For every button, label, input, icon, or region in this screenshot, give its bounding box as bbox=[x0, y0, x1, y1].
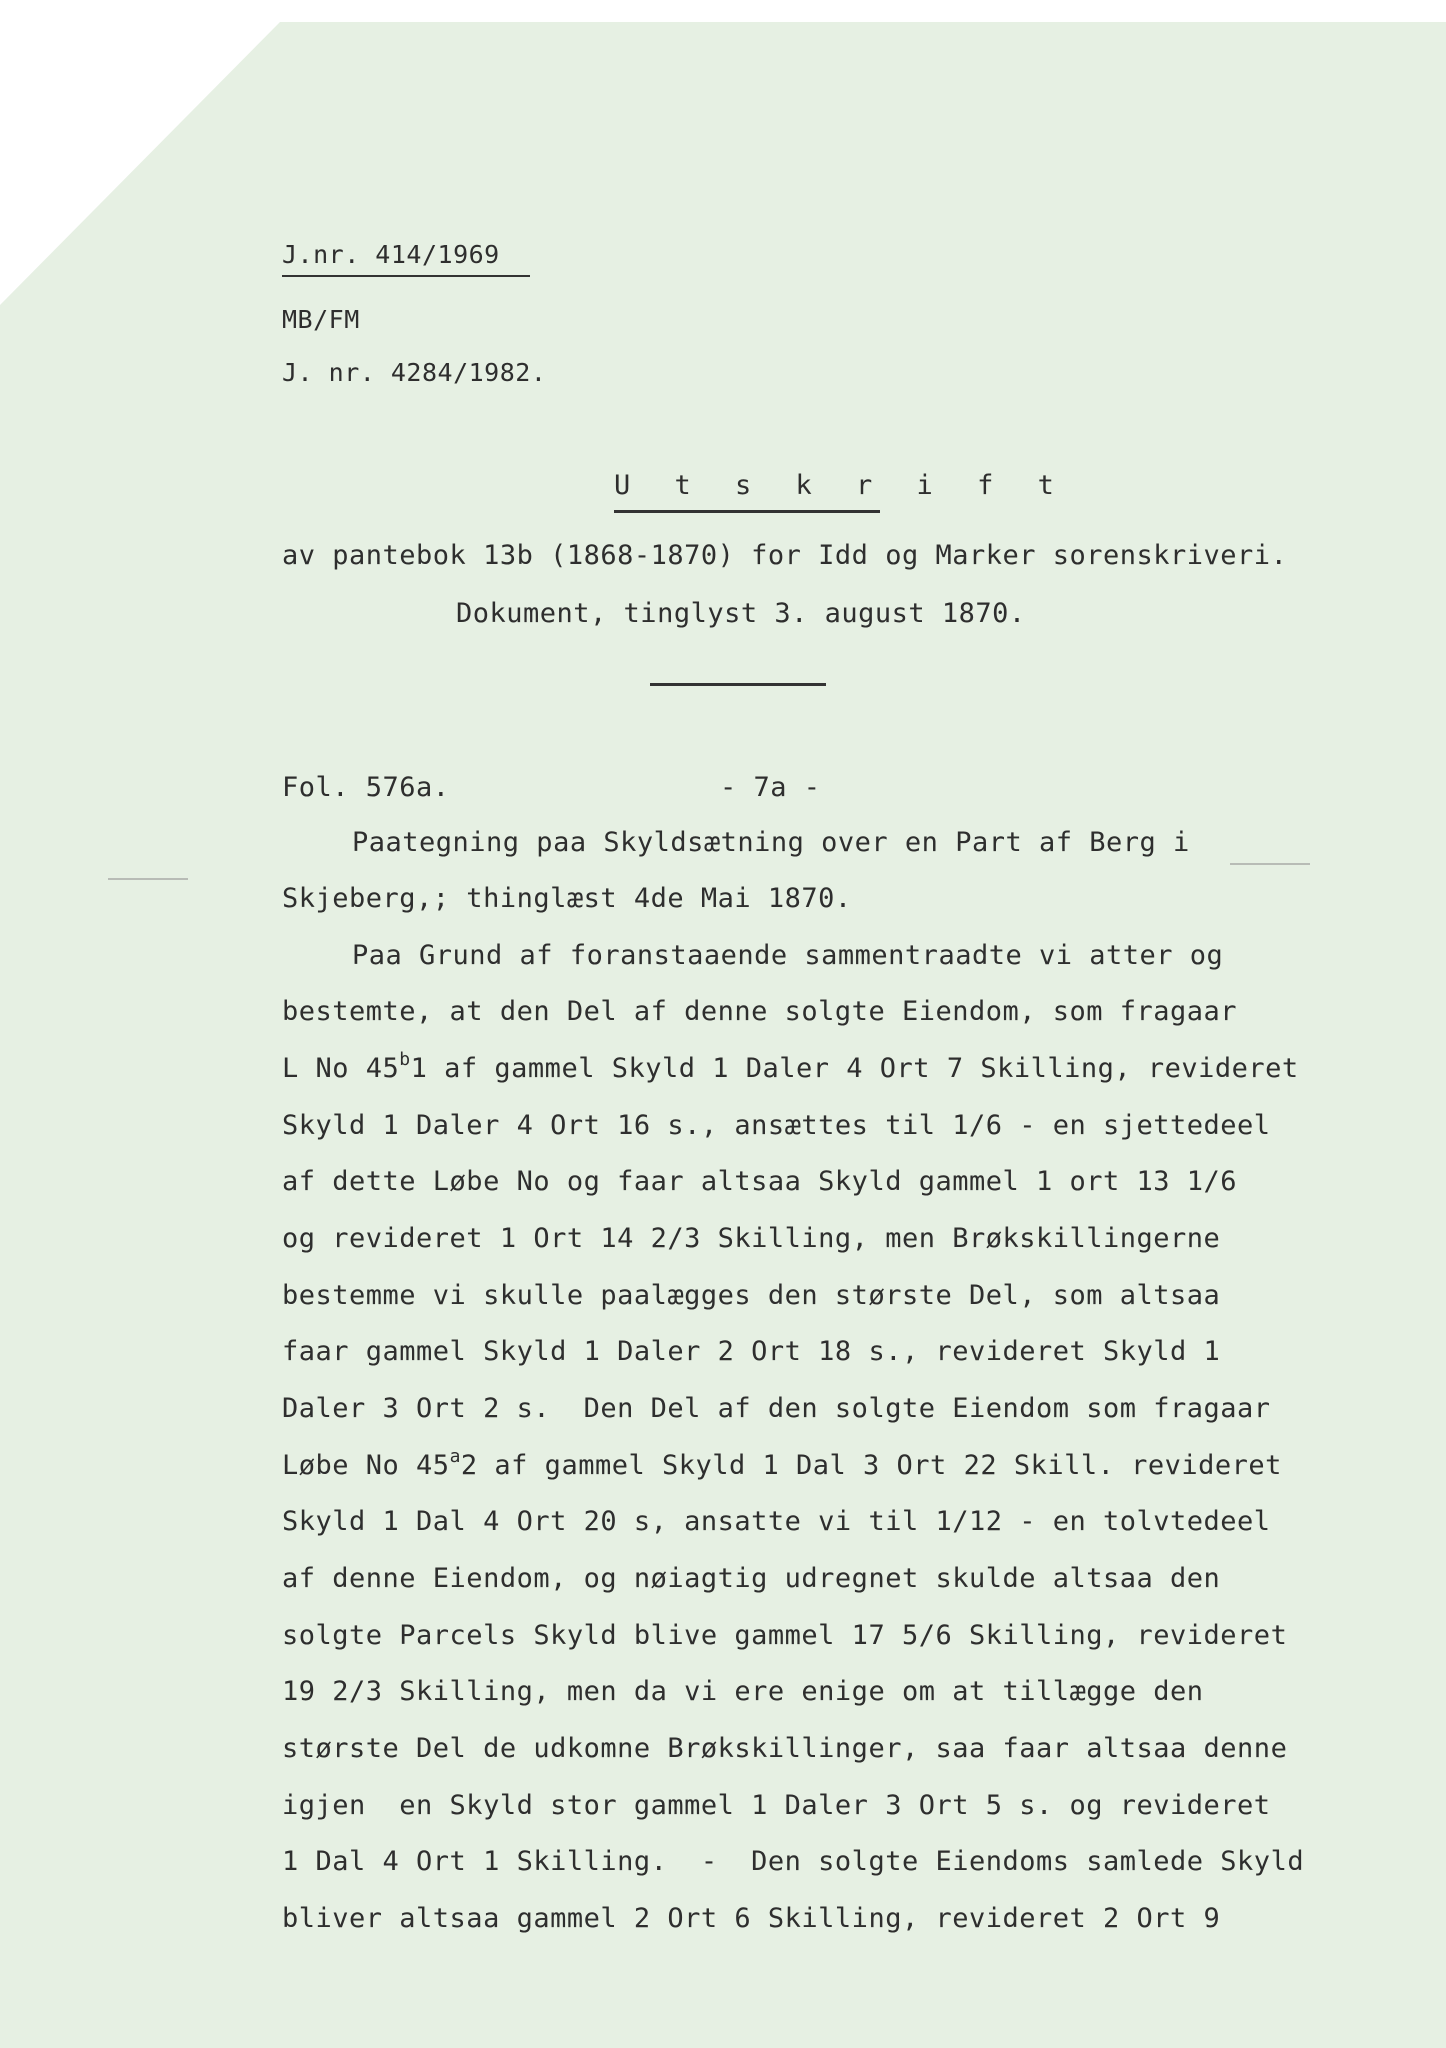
margin-mark bbox=[108, 878, 188, 880]
body-line: og revideret 1 Ort 14 2/3 Skilling, men Brøkskillingerne bbox=[282, 1223, 1221, 1254]
body-line: Daler 3 Ort 2 s. Den Del af den solgte Eiendom som fragaar bbox=[282, 1393, 1271, 1424]
body-line: igjen en Skyld stor gammel 1 Daler 3 Ort 5 s. og revideret bbox=[282, 1790, 1271, 1821]
body-line: Paategning paa Skyldsætning over en Part af Berg i bbox=[352, 827, 1190, 858]
body-line: største Del de udkomne Brøkskillinger, saa faar altsaa denne bbox=[282, 1733, 1288, 1764]
superscript: a bbox=[449, 1446, 461, 1467]
superscript: b bbox=[399, 1049, 411, 1070]
body-line: af denne Eiendom, og nøiagtig udregnet skulde altsaa den bbox=[282, 1563, 1221, 1594]
subtitle-line-2: Dokument, tinglyst 3. august 1870. bbox=[456, 598, 1026, 629]
body-line: bestemme vi skulle paalægges den største Del, som altsaa bbox=[282, 1280, 1221, 1311]
body-line: L No 45$^b$1 af gammel Skyld 1 Daler 4 Ort 7 Skilling, revideret bbox=[282, 1049, 1299, 1084]
subtitle-line-1: av pantebok 13b (1868-1870) for Idd og Marker sorenskriveri. bbox=[282, 540, 1288, 571]
body-line: af dette Løbe No og faar altsaa Skyld gammel 1 ort 13 1/6 bbox=[282, 1166, 1238, 1197]
document-title: U t s k r i f t bbox=[614, 470, 1068, 501]
separator-rule bbox=[650, 683, 826, 686]
body-line: bestemte, at den Del af denne solgte Eiendom, som fragaar bbox=[282, 996, 1238, 1027]
body-line: bliver altsaa gammel 2 Ort 6 Skilling, revideret 2 Ort 9 bbox=[282, 1903, 1221, 1934]
initials: MB/FM bbox=[282, 305, 360, 334]
folio: Fol. 576a. bbox=[282, 772, 450, 803]
margin-mark bbox=[1230, 863, 1310, 865]
body-line: 19 2/3 Skilling, men da vi ere enige om at tillægge den bbox=[282, 1676, 1204, 1707]
body-line: Skjeberg,; thinglæst 4de Mai 1870. bbox=[282, 883, 852, 914]
body-line: Paa Grund af foranstaaende sammentraadte vi atter og bbox=[352, 940, 1224, 971]
page-marker: - 7a - bbox=[720, 772, 821, 803]
title-underline bbox=[614, 510, 880, 513]
journal-number-2: J. nr. 4284/1982. bbox=[282, 358, 547, 387]
body-line: Skyld 1 Dal 4 Ort 20 s, ansatte vi til 1/12 - en tolvtedeel bbox=[282, 1506, 1271, 1537]
body-line: Skyld 1 Daler 4 Ort 16 s., ansættes til 1/6 - en sjettedeel bbox=[282, 1110, 1271, 1141]
body-line: faar gammel Skyld 1 Daler 2 Ort 18 s., revideret Skyld 1 bbox=[282, 1336, 1221, 1367]
body-line: solgte Parcels Skyld blive gammel 17 5/6 Skilling, revideret bbox=[282, 1620, 1288, 1651]
journal-number: J.nr. 414/1969 bbox=[282, 240, 500, 269]
body-line: Løbe No 45$^a$2 af gammel Skyld 1 Dal 3 Ort 22 Skill. revideret bbox=[282, 1446, 1282, 1481]
body-line: 1 Dal 4 Ort 1 Skilling. - Den solgte Eiendoms samlede Skyld bbox=[282, 1846, 1305, 1877]
journal-number-underline bbox=[282, 275, 530, 277]
